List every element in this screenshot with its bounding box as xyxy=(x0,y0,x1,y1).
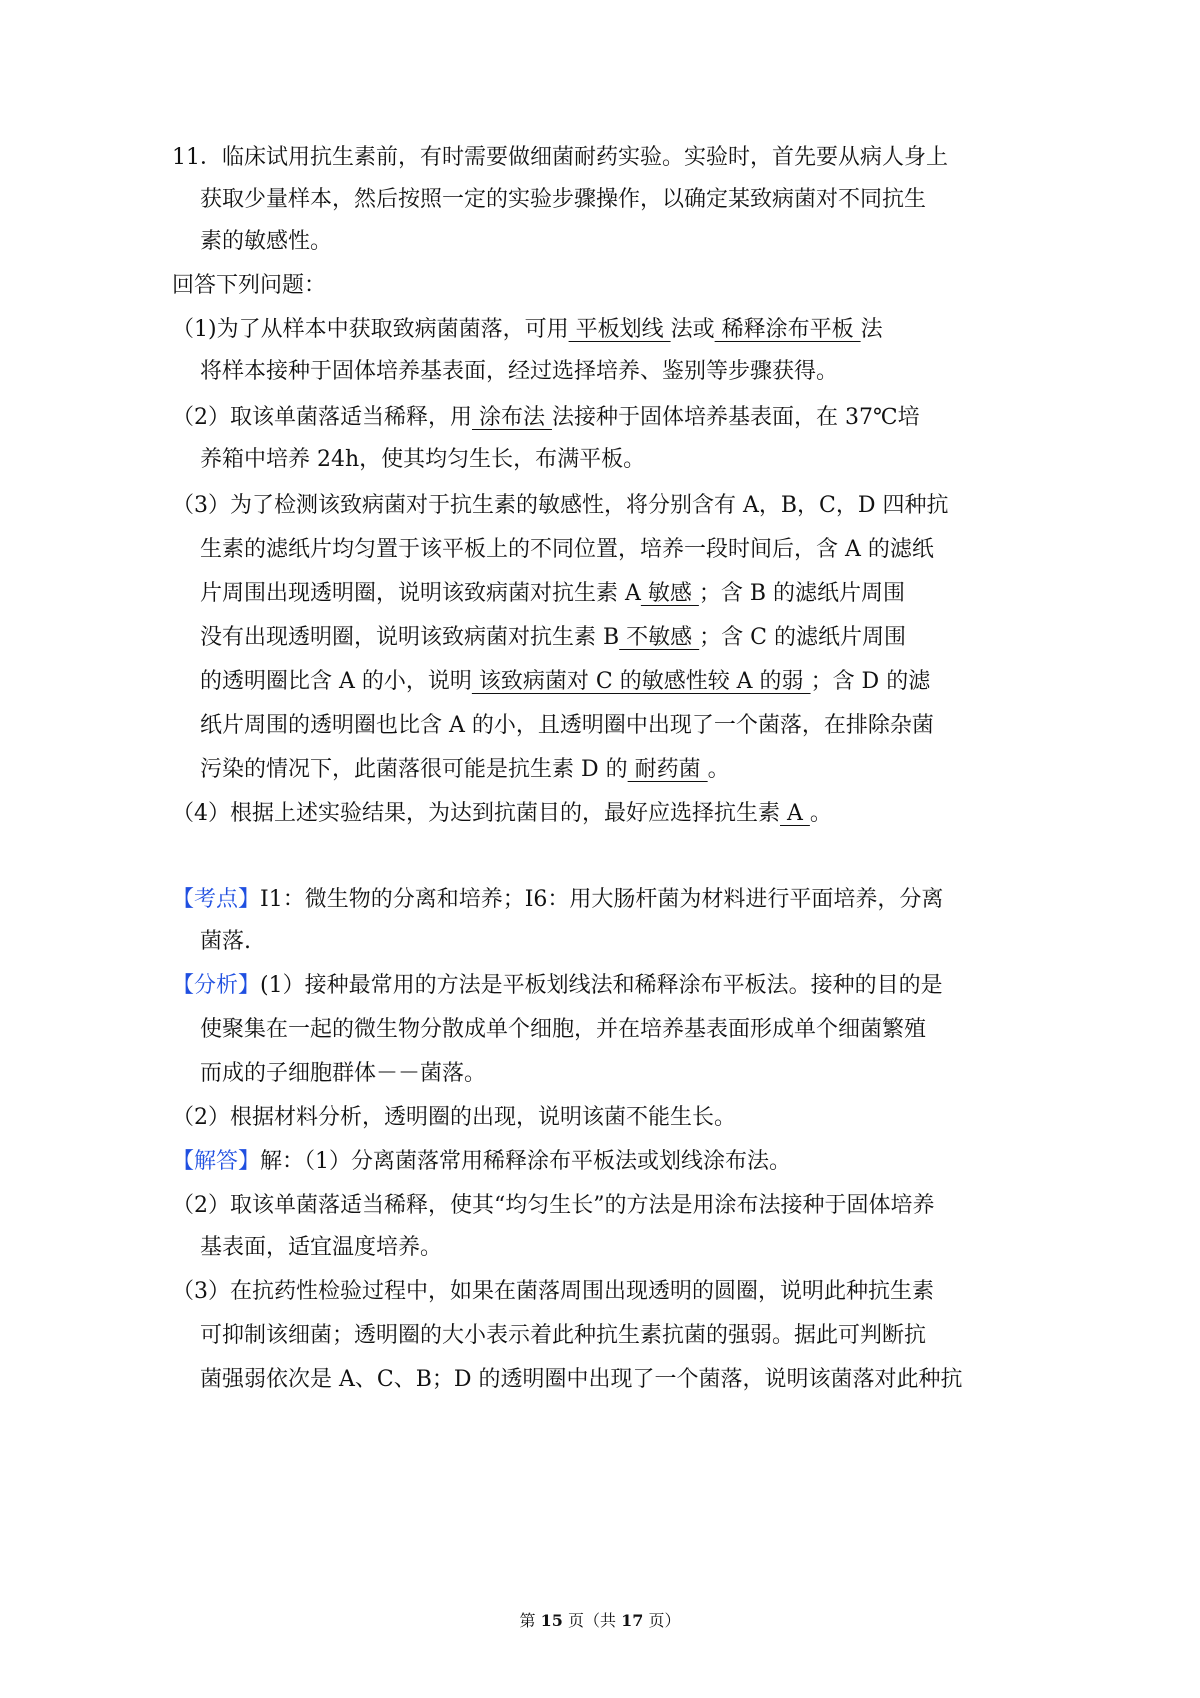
part2-text-c: 法接种于固体培养基表面，在 37℃培 xyxy=(552,405,920,430)
jieda-line-4: （3）在抗药性检验过程中，如果在菌落周围出现透明的圆圈，说明此种抗生素 xyxy=(172,1279,934,1304)
question-line-1: 11．临床试用抗生素前，有时需要做细菌耐药实验。实验时，首先要从病人身上 xyxy=(172,145,948,170)
fenxi-line-4: （2）根据材料分析，透明圈的出现，说明该菌不能生长。 xyxy=(172,1105,736,1130)
kaodian-tag: 【考点】 xyxy=(172,887,261,912)
jieda-line-5: 可抑制该细菌；透明圈的大小表示着此种抗生素抗菌的强弱。据此可判断抗 xyxy=(200,1323,927,1348)
footer-mid: 页（共 xyxy=(567,1611,616,1630)
part3-line-5 xyxy=(200,666,930,698)
jieda-line-6: 菌强弱依次是 A、C、B；D 的透明圈中出现了一个菌落，说明该菌落对此种抗 xyxy=(200,1367,963,1392)
part3-line-1: （3）为了检测该致病菌对于抗生素的敏感性，将分别含有 A，B，C，D 四种抗 xyxy=(172,493,949,518)
part2-line-2: 养箱中培养 24h，使其均匀生长，布满平板。 xyxy=(200,447,646,472)
part3-line-3 xyxy=(200,578,905,610)
answer-blank-streak-plate: 平板划线 xyxy=(568,317,671,342)
part2-text-a: （2）取该单菌落适当稀释，用 xyxy=(172,405,472,430)
part3-line-5-c: ；含 D 的滤 xyxy=(810,669,931,694)
jieda-line-1 xyxy=(172,1146,791,1178)
part3-line-7-a: 污染的情况下，此菌落很可能是抗生素 D 的 xyxy=(200,757,628,782)
fenxi-text: (1）接种最常用的方法是平板划线法和稀释涂布平板法。接种的目的是 xyxy=(260,973,943,998)
part1-line-2: 将样本接种于固体培养基表面，经过选择培养、鉴别等步骤获得。 xyxy=(200,359,839,384)
question-prompt: 回答下列问题： xyxy=(172,273,327,298)
part3-line-3-c: ；含 B 的滤纸片周围 xyxy=(698,581,906,606)
part3-line-5-a: 的透明圈比含 A 的小，说明 xyxy=(200,669,472,694)
answer-blank-resistant: 耐药菌 xyxy=(627,757,708,782)
part4-text-a: （4）根据上述实验结果，为达到抗菌目的，最好应选择抗生素 xyxy=(172,801,780,826)
part4-line-1 xyxy=(172,798,832,830)
fenxi-line-2: 使聚集在一起的微生物分散成单个细胞，并在培养基表面形成单个细菌繁殖 xyxy=(200,1017,927,1042)
answer-blank-spread-plate: 稀释涂布平板 xyxy=(714,317,861,342)
answer-blank-not-sensitive: 不敏感 xyxy=(619,625,700,650)
fenxi-line-1 xyxy=(172,970,943,1002)
footer-page-number: 15 xyxy=(540,1611,563,1630)
jieda-line-2: （2）取该单菌落适当稀释，使其“均匀生长”的方法是用涂布法接种于固体培养 xyxy=(172,1193,935,1218)
jieda-text: 解：（1）分离菌落常用稀释涂布平板法或划线涂布法。 xyxy=(260,1149,792,1174)
part3-line-3-a: 片周围出现透明圈，说明该致病菌对抗生素 A xyxy=(200,581,641,606)
footer-pre: 第 xyxy=(519,1611,536,1630)
part3-line-7 xyxy=(200,754,730,786)
kaodian-line-2: 菌落. xyxy=(200,929,251,954)
answer-blank-weaker-sensitivity: 该致病菌对 C 的敏感性较 A 的弱 xyxy=(471,669,811,694)
part1-text-c: 法或 xyxy=(670,317,715,342)
answer-blank-antibiotic: A xyxy=(780,801,810,826)
answer-blank-sensitive: 敏感 xyxy=(640,581,699,606)
part2-line-1 xyxy=(172,402,920,434)
part3-line-7-c: 。 xyxy=(707,757,730,782)
question-line-2: 获取少量样本，然后按照一定的实验步骤操作，以确定某致病菌对不同抗生 xyxy=(200,187,927,212)
part1-text-a: （1)为了从样本中获取致病菌菌落，可用 xyxy=(172,317,569,342)
fenxi-tag: 【分析】 xyxy=(172,973,261,998)
answer-blank-spread-method: 涂布法 xyxy=(472,405,552,430)
part3-line-4-a: 没有出现透明圈，说明该致病菌对抗生素 B xyxy=(200,625,620,650)
jieda-line-3: 基表面，适宜温度培养。 xyxy=(200,1235,443,1260)
part3-line-2: 生素的滤纸片均匀置于该平板上的不同位置，培养一段时间后，含 A 的滤纸 xyxy=(200,537,934,562)
part4-text-c: 。 xyxy=(809,801,832,826)
kaodian-line-1 xyxy=(172,884,943,916)
footer-post: 页） xyxy=(648,1611,681,1630)
part1-line-1 xyxy=(172,314,883,346)
jieda-tag: 【解答】 xyxy=(172,1149,261,1174)
kaodian-text: I1：微生物的分离和培养；I6：用大肠杆菌为材料进行平面培养，分离 xyxy=(260,887,944,912)
part3-line-4 xyxy=(200,622,906,654)
question-line-3: 素的敏感性。 xyxy=(200,229,333,254)
part3-line-4-c: ；含 C 的滤纸片周围 xyxy=(699,625,906,650)
part1-text-d: 法 xyxy=(860,317,883,342)
fenxi-line-3: 而成的子细胞群体－－菌落。 xyxy=(200,1061,487,1086)
page-footer xyxy=(0,1610,1200,1632)
part3-line-6: 纸片周围的透明圈也比含 A 的小，且透明圈中出现了一个菌落，在排除杂菌 xyxy=(200,713,934,738)
footer-total-pages: 17 xyxy=(621,1611,644,1630)
